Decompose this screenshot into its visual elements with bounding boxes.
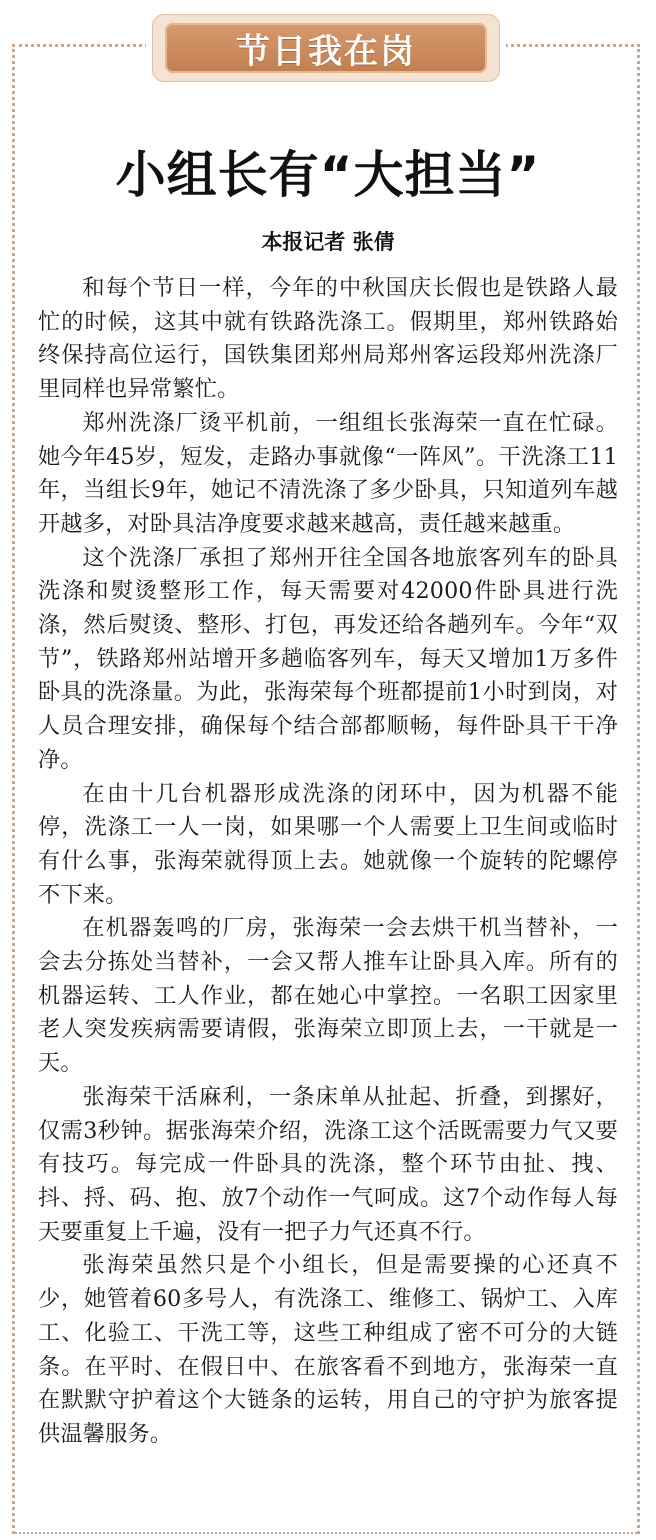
article-paragraph: 在由十几台机器形成洗涤的闭环中，因为机器不能停，洗涤工一人一岗，如果哪一个人需要上卫生间或临时有什么事，张海荣就得顶上去。她就像一个旋转的陀螺停不下来。 (38, 780, 618, 908)
article-body (38, 272, 618, 1452)
article-paragraph: 张海荣虽然只是个小组长，但是需要操的心还真不少，她管着60多号人，有洗涤工、维修工、锅炉工、入库工、化验工、干洗工等，这些工种组成了密不可分的大链条。在平时、在假日中、在旅客看不到地方，张海荣一直在默默守护着这个大链条的运转，用自己的守护为旅客提供温馨服务。 (38, 1252, 618, 1447)
article-headline: 小组长有“大担当” (115, 146, 541, 204)
article-paragraph: 郑州洗涤厂烫平机前，一组组长张海荣一直在忙碌。她今年45岁，短发，走路办事就像“一阵风”。干洗涤工11年，当组长9年，她记不清洗涤了多少卧具，只知道列车越开越多，对卧具洁净度要求越来越高，责任越来越重。 (38, 409, 618, 537)
article-paragraph: 张海荣干活麻利，一条床单从扯起、折叠，到摞好，仅需3秒钟。据张海荣介绍，洗涤工这个活既需要力气又要有技巧。每完成一件卧具的洗涤，整个环节由扯、拽、抖、捋、码、抱、放7个动作一气呵成。这7个动作每人每天要重复上千遍，没有一把子力气还真不行。 (38, 1083, 618, 1245)
column-banner-outer (152, 14, 500, 82)
article-paragraph: 这个洗涤厂承担了郑州开往全国各地旅客列车的卧具洗涤和熨烫整形工作，每天需要对42000件卧具进行洗涤，然后熨烫、整形、打包，再发还给各趟列车。今年“双节”，铁路郑州站增开多趟临客列车，每天又增加1万多件卧具的洗涤量。为此，张海荣每个班都提前1小时到岗，对人员合理安排，确保每个结合部都顺畅，每件卧具干干净净。 (38, 544, 618, 773)
article-paragraph: 在机器轰鸣的厂房，张海荣一会去烘干机当替补，一会去分拣处当替补，一会又帮人推车让卧具入库。所有的机器运转、工人作业，都在她心中掌控。一名职工因家里老人突发疾病需要请假，张海荣立即顶上去，一干就是一天。 (38, 915, 618, 1077)
column-banner-plate (165, 23, 487, 73)
column-label: 节日我在岗 (236, 31, 416, 72)
article-paragraph: 和每个节日一样，今年的中秋国庆长假也是铁路人最忙的时候，这其中就有铁路洗涤工。假期里，郑州铁路始终保持高位运行，国铁集团郑州局郑州客运段郑州洗涤厂里同样也异常繁忙。 (38, 275, 618, 403)
article-byline: 本报记者 张倩 (261, 230, 395, 254)
column-banner (146, 10, 506, 86)
